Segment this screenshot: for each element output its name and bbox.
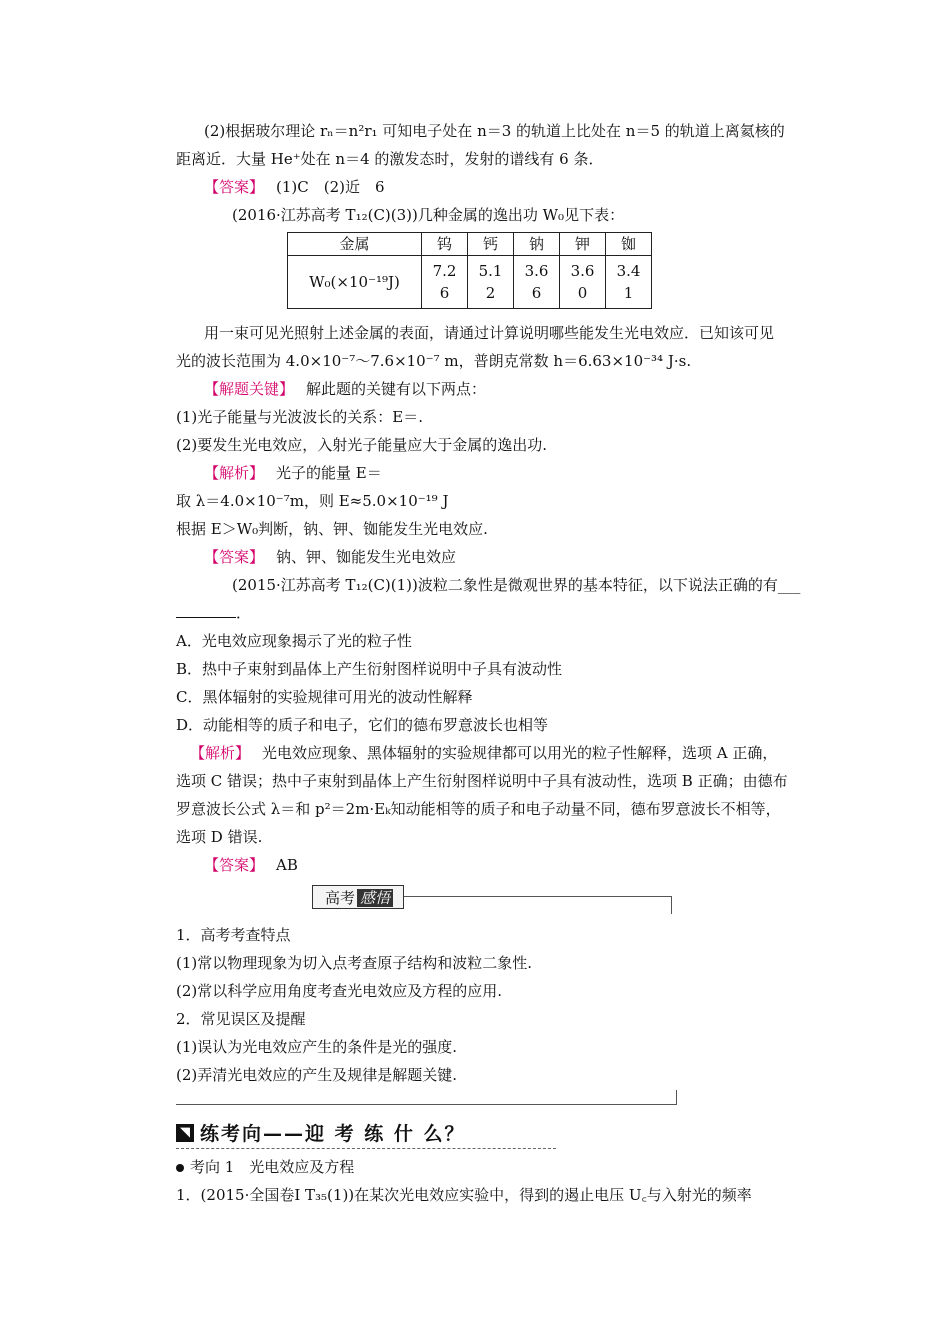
option-d: D．动能相等的质子和电子，它们的德布罗意波长也相等 <box>176 716 549 734</box>
banner-title <box>312 885 404 909</box>
cell-line: 6 <box>531 284 542 302</box>
cell-line: 5.1 <box>478 262 503 280</box>
topic-line <box>176 1156 811 1178</box>
text-line: 选项 C 错误；热中子束射到晶体上产生衍射图样说明中子具有波动性，选项 B 正确；由德布 <box>176 772 788 790</box>
question-line: 1．(2015·全国卷Ⅰ T₃₅(1))在某次光电效应实验中，得到的遏止电压 U꜀与入射光的频率 <box>176 1186 752 1204</box>
answer-tag: 【答案】 <box>204 548 265 566</box>
cell-line: 7.2 <box>432 262 457 280</box>
text-line: 罗意波长公式 λ＝和 p²＝2m·Eₖ知动能相等的质子和电子动量不同，德布罗意波长不相等， <box>176 800 781 818</box>
table-cell <box>422 256 468 309</box>
table-header-cell: 铷 <box>606 233 652 256</box>
table-header-cell: 金属 <box>288 233 422 256</box>
section-icon: ◥ <box>176 1124 194 1142</box>
banner-emphasis: 感悟 <box>357 889 393 907</box>
table-cell <box>606 256 652 309</box>
section-header <box>176 1120 556 1148</box>
answer-line <box>204 854 839 876</box>
insight-heading: 2．常见误区及提醒 <box>176 1010 306 1028</box>
answer-text: AB <box>276 856 298 874</box>
table-cell <box>560 256 606 309</box>
text-line: (1)光子能量与光波波长的关系：E＝. <box>176 408 423 426</box>
insight-banner <box>312 882 676 914</box>
text-line: 取 λ＝4.0×10⁻⁷m，则 E≈5.0×10⁻¹⁹ J <box>176 492 449 510</box>
key-tag: 【解题关键】 <box>204 380 295 398</box>
option-b: B．热中子束射到晶体上产生衍射图样说明中子具有波动性 <box>176 660 563 678</box>
cell-line: 6 <box>439 284 450 302</box>
answer-text: (1)C (2)近 6 <box>276 178 385 196</box>
bullet-icon <box>176 1164 184 1172</box>
answer-tag: 【答案】 <box>204 178 265 196</box>
cell-line: 3.6 <box>570 262 595 280</box>
text-line: 选项 D 错误. <box>176 828 263 846</box>
answer-line <box>204 546 839 568</box>
solution-text: 光子的能量 E＝ <box>276 464 382 482</box>
section-title: 练考向——迎 考 练 什 么？ <box>200 1123 466 1145</box>
insight-heading: 1．高考考查特点 <box>176 926 291 944</box>
key-text: 解此题的关键有以下两点： <box>306 380 487 398</box>
option-a: A．光电效应现象揭示了光的粒子性 <box>176 632 412 650</box>
text-line: 光的波长范围为 4.0×10⁻⁷～7.6×10⁻⁷ m，普朗克常数 h＝6.63×10⁻³⁴ J·s. <box>176 352 692 370</box>
table-cell <box>514 256 560 309</box>
work-function-table <box>287 232 652 309</box>
solution-line <box>190 742 825 764</box>
text-line: (1)常以物理现象为切入点考查原子结构和波粒二象性. <box>176 954 533 972</box>
text-line: 根据 E＞W₀判断，钠、钾、铷能发生光电效应. <box>176 520 488 538</box>
answer-text: 钠、钾、铷能发生光电效应 <box>276 548 457 566</box>
table-row-label: W₀(×10⁻¹⁹J) <box>288 256 422 309</box>
text-line: (2)常以科学应用角度考查光电效应及方程的应用. <box>176 982 503 1000</box>
text-line: (2)要发生光电效应，入射光子能量应大于金属的逸出功. <box>176 436 548 454</box>
option-c: C．黑体辐射的实验规律可用光的波动性解释 <box>176 688 473 706</box>
question-intro: (2016·江苏高考 T₁₂(C)(3))几种金属的逸出功 W₀见下表： <box>232 206 625 224</box>
text-line: (1)误认为光电效应产生的条件是光的强度. <box>176 1038 458 1056</box>
key-line <box>204 378 839 400</box>
text-line: (2)根据玻尔理论 rₙ＝n²r₁ 可知电子处在 n＝3 的轨道上比处在 n＝5 的轨道上离氦核的 <box>204 122 785 140</box>
table-cell <box>468 256 514 309</box>
text-line: 用一束可见光照射上述金属的表面，请通过计算说明哪些能发生光电效应．已知该可见 <box>204 324 775 342</box>
banner-rule <box>404 896 672 897</box>
answer-line <box>204 176 839 198</box>
text-line <box>176 602 811 624</box>
solution-tag: 【解析】 <box>204 464 265 482</box>
insight-box-bottom <box>176 1090 677 1105</box>
banner-tick <box>671 896 672 914</box>
text-line: 距离近．大量 He⁺处在 n＝4 的激发态时，发射的谱线有 6 条． <box>176 150 604 168</box>
cell-line: 1 <box>623 284 634 302</box>
cell-line: 3.6 <box>524 262 549 280</box>
answer-blank <box>176 603 236 618</box>
text-line: (2)弄清光电效应的产生及规律是解题关键. <box>176 1066 458 1084</box>
banner-prefix: 高考 <box>325 889 356 907</box>
cell-line: 0 <box>577 284 588 302</box>
topic-label: 考向 1 光电效应及方程 <box>190 1158 355 1176</box>
period: ． <box>236 604 252 622</box>
question-intro: (2015·江苏高考 T₁₂(C)(1))波粒二象性是微观世界的基本特征，以下说法正确的有___ <box>232 576 801 594</box>
table-row <box>288 256 652 309</box>
table-row <box>288 233 652 256</box>
solution-tag: 【解析】 <box>190 744 251 762</box>
table-header-cell: 钙 <box>468 233 514 256</box>
table-header-cell: 钾 <box>560 233 606 256</box>
answer-tag: 【答案】 <box>204 856 265 874</box>
table-header-cell: 钠 <box>514 233 560 256</box>
table-header-cell: 钨 <box>422 233 468 256</box>
cell-line: 3.4 <box>616 262 641 280</box>
solution-line <box>204 462 839 484</box>
section-divider <box>176 1148 556 1149</box>
cell-line: 2 <box>485 284 496 302</box>
solution-text: 光电效应现象、黑体辐射的实验规律都可以用光的粒子性解释，选项 A 正确， <box>262 744 778 762</box>
